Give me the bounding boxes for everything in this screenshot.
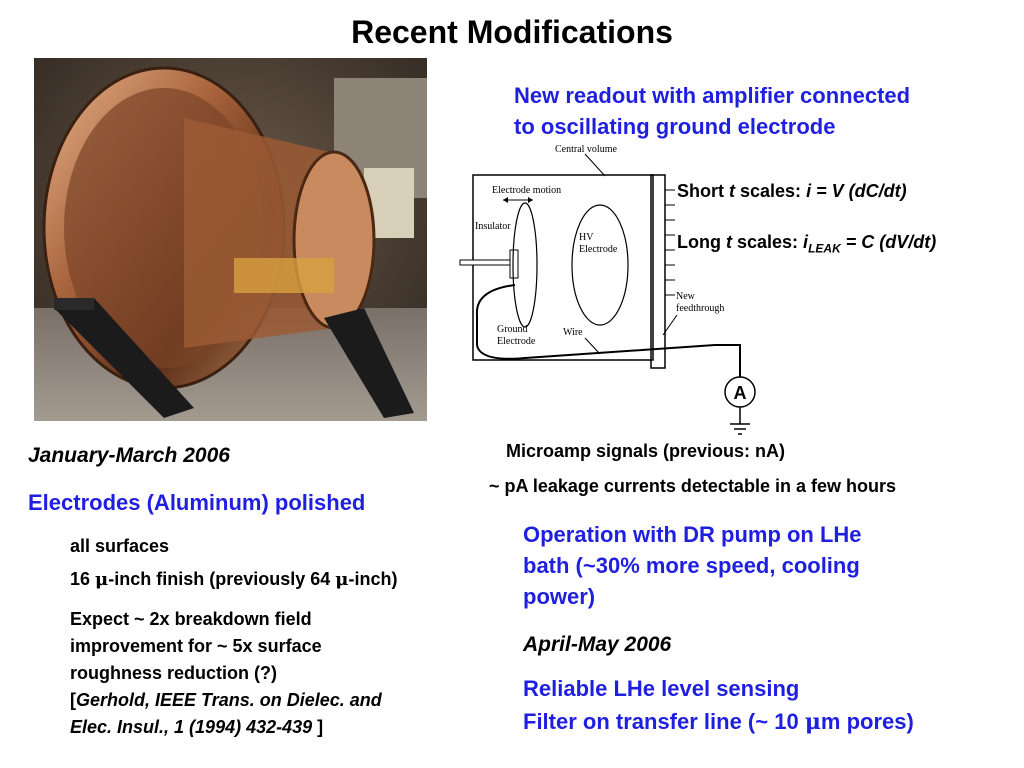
label-feed-2: feedthrough [676, 303, 725, 314]
label-hv-1: HV [579, 232, 594, 243]
signals-line1: Microamp signals (previous: nA) [506, 441, 786, 461]
label-wire: Wire [563, 327, 583, 338]
page-title: Recent Modifications [351, 14, 673, 50]
long-scales-line: Long t scales: $i_{LEAK} = C$ (dV/dt) [677, 232, 937, 256]
signals-line2: ~ pA leakage currents detectable in a few hours [489, 476, 896, 496]
label-ground-2: Electrode [497, 336, 536, 347]
label-ground-1: Ground [497, 324, 528, 335]
label-central-volume: Central volume [555, 144, 617, 155]
label-insulator: Insulator [475, 221, 511, 232]
left-date: January-March 2006 [28, 444, 230, 467]
hv-electrode-shape [572, 205, 628, 325]
short-scales-line: Short t scales: i = V (dC/dt) [677, 181, 907, 201]
label-feed-1: New [676, 291, 695, 302]
label-electrode-motion: Electrode motion [492, 185, 562, 196]
right-item2: Filter on transfer line (~ 10 μm pores) [523, 709, 914, 735]
operation-block: Operation with DR pump on LHe bath (~30% more speed, cooling power) [523, 522, 862, 609]
ammeter-label: A [733, 383, 747, 403]
left-heading: Electrodes (Aluminum) polished [28, 490, 366, 515]
right-item1: Reliable LHe level sensing [523, 676, 800, 701]
right-date: April-May 2006 [523, 633, 672, 656]
readout-heading [514, 80, 910, 142]
readout-heading-line2: to oscillating ground electrode [514, 114, 836, 139]
left-item1: all surfaces [70, 536, 170, 556]
label-hv-2: Electrode [579, 244, 618, 255]
left-item3: Expect ~ 2x breakdown field improvement for ~ 5x surface roughness reduction (?) [Gerhold, IEEE Trans. on Dielec. and Elec. Insul., 1 (1994) 432-439 ] [70, 609, 382, 737]
cryostat-photo [34, 58, 427, 421]
left-item2: 16 μ-inch finish (previously 64 μ-inch) [70, 569, 398, 590]
readout-heading-line1: New readout with amplifier connected [514, 83, 911, 108]
